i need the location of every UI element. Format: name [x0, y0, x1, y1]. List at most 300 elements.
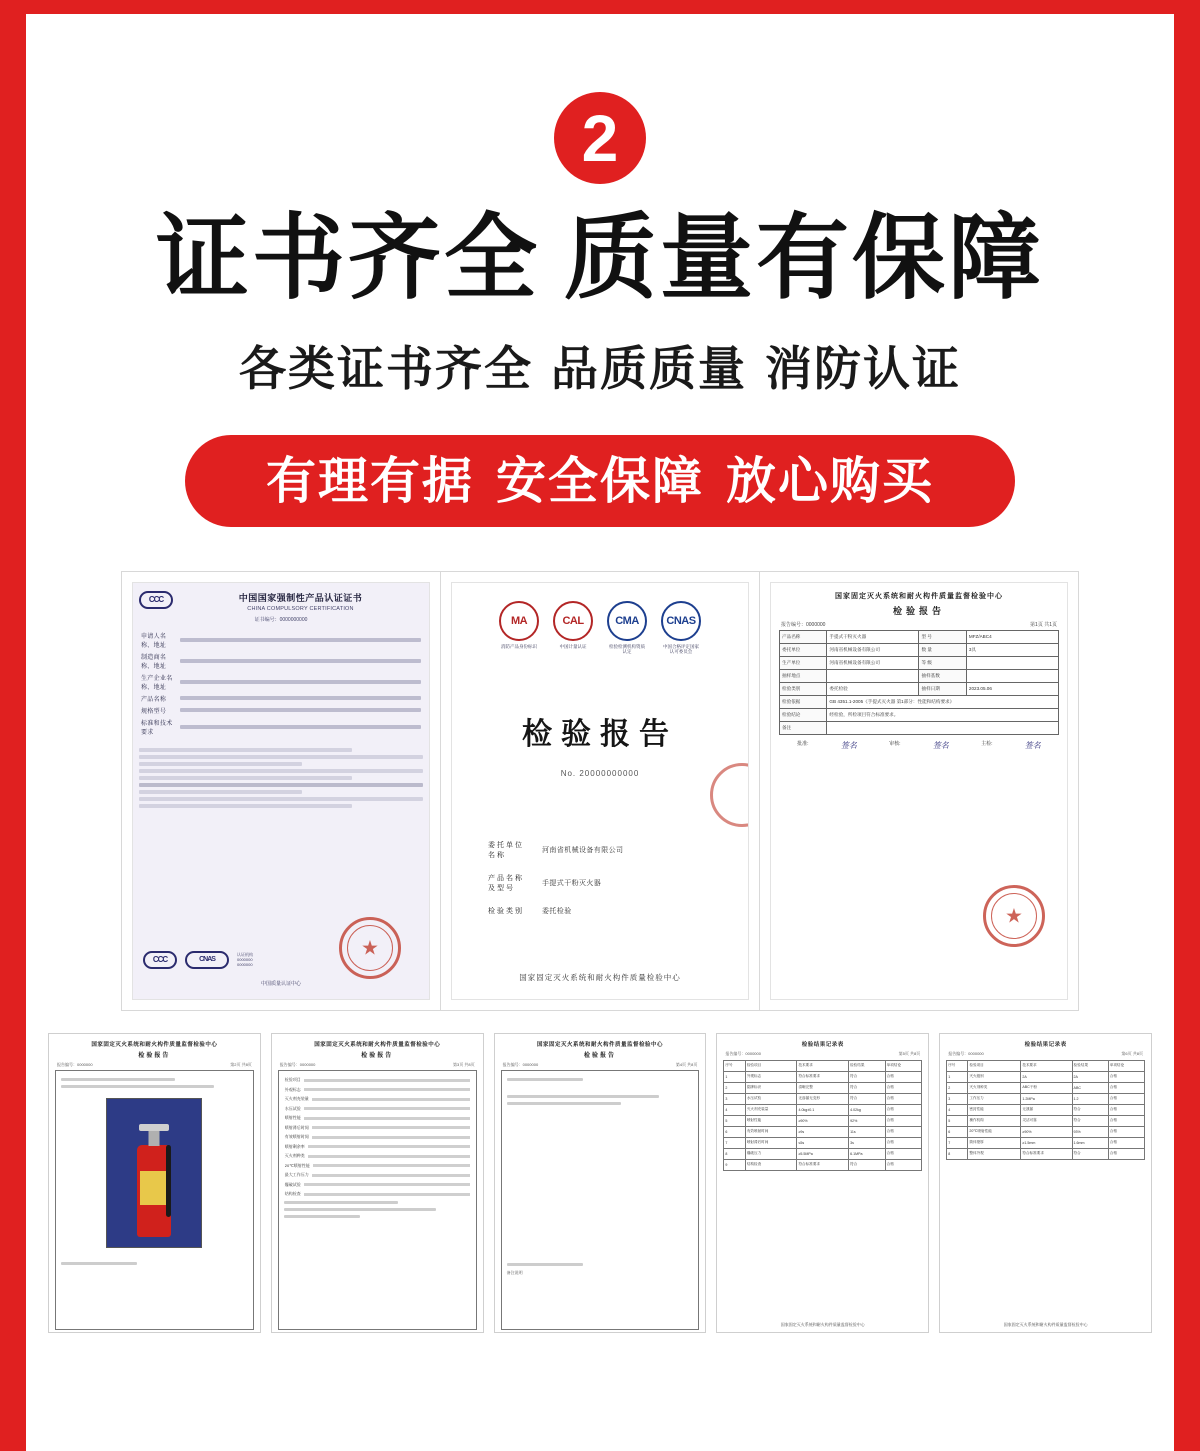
cell: 合格: [1108, 1082, 1144, 1093]
list-item: [285, 1077, 470, 1083]
cell: 灭火剂充装量: [745, 1104, 797, 1115]
sign-label-reviewer: 审核:: [889, 740, 901, 747]
cell: 93%: [1072, 1126, 1108, 1137]
cell: 结构检查: [745, 1159, 797, 1170]
table-row: [780, 695, 1059, 708]
ccc-field-label: 规格型号: [141, 708, 167, 715]
ccc-issuer: 中国质量认证中心: [260, 980, 301, 987]
blur-text-line: [507, 1078, 583, 1081]
signature-row: [771, 740, 1067, 751]
ccc-field-row: [141, 652, 421, 670]
subtitle-part-2: 品质质量: [551, 341, 747, 395]
list-item: [285, 1182, 470, 1188]
ccc-field-row: [141, 631, 421, 649]
blur-text-line: [284, 1215, 360, 1218]
conclusion-frame: [501, 1070, 700, 1330]
sheet-page-no: 第3页 共8页: [453, 1061, 475, 1067]
cell: 1.6mm: [1072, 1137, 1108, 1148]
cell-label: 抽样日期: [919, 682, 966, 695]
cell-value: 手提式干粉灭火器: [827, 630, 919, 643]
highlight-banner: [185, 435, 1015, 527]
col-header: 技术要求: [1021, 1060, 1072, 1071]
item-fill: [304, 1183, 470, 1186]
report-field: [488, 906, 712, 916]
item-fill: [304, 1088, 470, 1091]
ccc-body-line: [139, 790, 302, 794]
extinguisher-label: [140, 1171, 168, 1205]
right-red-border: [1174, 0, 1200, 1451]
ccc-field-label: 标准和技术要求: [141, 720, 173, 736]
ccc-field-value: [180, 659, 421, 663]
sheet-page-no: 第5页 共8页: [898, 1050, 921, 1056]
certificate-product-photo[interactable]: [48, 1033, 261, 1333]
cell: 合格: [1108, 1115, 1144, 1126]
cell: 6: [947, 1126, 968, 1137]
ccc-cert-no: 证书编号：0000000000: [254, 616, 308, 623]
table-row: [780, 630, 1059, 643]
cell-label: 抽样地点: [780, 669, 827, 682]
ccc-field-row: [141, 706, 421, 715]
item-fill: [313, 1164, 470, 1167]
subtitle: [26, 332, 1174, 399]
item-label: 水压试验: [284, 1105, 301, 1111]
cell: 合格: [885, 1148, 922, 1159]
cell: 1: [724, 1071, 745, 1082]
ccc-body-line: [139, 797, 423, 801]
cell-value: 经检验，所检项目符合标准要求。: [827, 708, 1059, 721]
cal-mark-icon: CAL: [553, 601, 593, 641]
report-sheet: [451, 582, 749, 1000]
cell: ABC干粉: [1021, 1082, 1072, 1093]
table-row: [947, 1082, 1145, 1093]
ccc-body-line: [139, 755, 423, 759]
sheet-footer: 国家固定灭火系统和耐火构件质量监督检验中心: [1003, 1321, 1088, 1327]
blur-text-line: [61, 1078, 175, 1081]
conclusion-note: 备注说明: [506, 1269, 523, 1275]
cell: 合格: [885, 1126, 922, 1137]
cell-value: 2023.05.06: [966, 682, 1058, 695]
sheet-footer: 国家固定灭火系统和耐火构件质量监督检验中心: [780, 1321, 865, 1327]
ccc-footer-note: 认证机构 0000000 0000000: [237, 951, 253, 968]
sheet-title: 检验结果记录表: [801, 1041, 844, 1048]
cell: 合格: [885, 1115, 922, 1126]
item-label: 外观标志: [284, 1086, 301, 1092]
certificate-data-table-2[interactable]: [939, 1033, 1152, 1333]
sheet-subtitle: 检验报告: [361, 1052, 394, 1059]
section-number-badge: 2: [554, 92, 646, 184]
results-table: [723, 1060, 922, 1171]
table-row: [947, 1104, 1145, 1115]
item-fill: [304, 1079, 470, 1082]
cnas-logo-icon: CNAS: [185, 951, 229, 969]
list-item: [285, 1125, 470, 1131]
ccc-body-line: [139, 804, 352, 808]
cell-value: [966, 656, 1058, 669]
table-row: [780, 682, 1059, 695]
table-row: [780, 656, 1059, 669]
item-label: 有效喷射时间: [284, 1134, 309, 1140]
results-table: [946, 1060, 1145, 1160]
table-row: [724, 1126, 922, 1137]
headline-left: 证书齐全: [156, 206, 540, 310]
cell: 符合: [849, 1159, 886, 1170]
item-fill: [304, 1107, 470, 1110]
cell: 符合: [1072, 1104, 1108, 1115]
cell: 符合: [1072, 1115, 1108, 1126]
cell: 11s: [849, 1126, 886, 1137]
extinguisher-handle: [139, 1124, 169, 1131]
cell: 4.0kg±0.1: [797, 1104, 849, 1115]
left-red-border: [0, 0, 26, 1451]
cell: 符合: [849, 1082, 886, 1093]
sheet-title: 国家固定灭火系统和耐火构件质量监督检验中心: [536, 1041, 663, 1048]
certificate-inspection-report[interactable]: [441, 572, 760, 1010]
sheet-page-no: 第2页 共8页: [230, 1061, 252, 1067]
cell: 操作机构: [968, 1115, 1021, 1126]
cell: 7: [724, 1137, 745, 1148]
item-fill: [312, 1136, 470, 1139]
cell-label: 生产单位: [780, 656, 827, 669]
certificate-test-items[interactable]: [271, 1033, 484, 1333]
cell: 铭牌标识: [745, 1082, 797, 1093]
cell: 筒体壁厚: [968, 1137, 1021, 1148]
item-label: 灭火剂种类: [284, 1153, 305, 1159]
cell: ≤5s: [797, 1137, 849, 1148]
cell-value: GB 4351.1-2005《手提式灭火器 第1部分：性能和结构要求》: [827, 695, 1059, 708]
sheet-subtitle: 检验报告: [138, 1052, 171, 1059]
certificate-row-top: [121, 571, 1079, 1011]
cell-value: MFZ/ABC4: [966, 630, 1058, 643]
ccc-field-row: [141, 718, 421, 736]
cell: 1.2: [1072, 1093, 1108, 1104]
list-item: [285, 1153, 470, 1159]
top-red-border: [0, 0, 1200, 14]
test-result-title: 国家固定灭火系统和耐火构件质量监督检验中心: [835, 592, 1003, 600]
sign-label-approver: 批准:: [797, 740, 809, 747]
list-item: [285, 1115, 470, 1121]
cell: 外观标志: [745, 1071, 797, 1082]
banner-part-2: 安全保障: [496, 452, 704, 509]
ccc-logo-icon: CCC: [139, 591, 173, 609]
items-frame: [278, 1070, 477, 1330]
cell-label: 备注: [780, 721, 827, 734]
cell: 爆破压力: [745, 1148, 797, 1159]
item-fill: [312, 1126, 470, 1129]
cell: 符合: [849, 1071, 886, 1082]
cell: 灵活可靠: [1021, 1115, 1072, 1126]
cell: 3: [724, 1093, 745, 1104]
item-label: 结构检查: [284, 1191, 301, 1197]
cell: 1.2MPa: [1021, 1093, 1072, 1104]
extinguisher-neck: [149, 1130, 160, 1146]
cell-label: 检验结论: [780, 708, 827, 721]
col-header: 序号: [947, 1060, 968, 1071]
sign-value-inspector: 签名: [1024, 740, 1041, 750]
cell: 合格: [885, 1104, 922, 1115]
certificate-row-bottom: [48, 1033, 1152, 1333]
cell: 2: [724, 1082, 745, 1093]
certificate-ccc[interactable]: [122, 572, 441, 1010]
col-header: 单项结论: [1108, 1060, 1144, 1071]
cell: 符合标准要求: [1021, 1148, 1072, 1159]
cell: 9: [724, 1159, 745, 1170]
sheet-report-no: 报告编号：0000000: [725, 1050, 761, 1056]
test-result-page-no: 第1页 共1页: [1030, 621, 1057, 628]
ccc-field-label: 产品名称: [141, 696, 167, 703]
cell: 灭火级别: [968, 1071, 1021, 1082]
test-result-report-no: 报告编号：0000000: [781, 621, 826, 628]
table-row: [724, 1104, 922, 1115]
table-header-row: [947, 1060, 1145, 1071]
cell: 合格: [885, 1093, 922, 1104]
test-result-table: [779, 630, 1059, 735]
report-field-value: 手提式干粉灭火器: [542, 879, 602, 887]
col-header: 检验结果: [1072, 1060, 1108, 1071]
table-row: [947, 1115, 1145, 1126]
cell: 合格: [1108, 1126, 1144, 1137]
col-header: 检验项目: [745, 1060, 797, 1071]
mark-caption: 中国合格评定国家认可委员会: [663, 643, 699, 655]
red-seal-stamp: [339, 917, 401, 979]
col-header: 技术要求: [797, 1060, 849, 1071]
ccc-body-line: [139, 783, 423, 787]
cell: ≥90%: [1021, 1126, 1072, 1137]
table-row: [780, 669, 1059, 682]
ccc-field-row: [141, 673, 421, 691]
cell: 8: [947, 1148, 968, 1159]
item-fill: [312, 1098, 470, 1101]
ccc-body-line: [139, 769, 423, 773]
report-field-list: [452, 840, 748, 916]
ccc-sheet: [132, 582, 430, 1000]
table-row: [947, 1071, 1145, 1082]
certificate-test-result[interactable]: [760, 572, 1078, 1010]
test-result-meta: [771, 617, 1067, 630]
sheet-meta: [725, 1051, 920, 1057]
ccc-footer-logo-icon: CCC: [143, 951, 177, 969]
cell: 密封性能: [968, 1104, 1021, 1115]
ccc-field-value: [180, 680, 421, 684]
cell: 合格: [1108, 1104, 1144, 1115]
sheet-meta: [57, 1062, 252, 1068]
cell: 6: [724, 1126, 745, 1137]
cell: 2A: [1072, 1071, 1108, 1082]
item-label: 喷射剩余率: [284, 1143, 305, 1149]
list-item: [285, 1134, 470, 1140]
ccc-field-value: [180, 696, 421, 700]
accreditation-marks: [452, 601, 748, 641]
table-row: [780, 708, 1059, 721]
cell: 1: [947, 1071, 968, 1082]
blur-text-line: [284, 1208, 437, 1211]
cell: 20℃喷射性能: [968, 1126, 1021, 1137]
ccc-field-value: [180, 638, 421, 642]
cell: 合格: [885, 1137, 922, 1148]
cell-label: 委托单位: [780, 643, 827, 656]
sheet-meta: [280, 1062, 475, 1068]
sheet-report-no: 报告编号：0000000: [279, 1061, 316, 1067]
sheet-meta: [948, 1051, 1143, 1057]
blur-text-line: [507, 1102, 621, 1105]
cell-label: 产品名称: [780, 630, 827, 643]
cell: ≥90%: [797, 1115, 849, 1126]
item-fill: [308, 1145, 470, 1148]
table-row: [947, 1137, 1145, 1148]
table-row: [947, 1126, 1145, 1137]
ccc-field-label: 生产企业名称、地址: [141, 675, 173, 691]
cell-value: [966, 669, 1058, 682]
item-label: 最大工作压力: [284, 1172, 309, 1178]
report-field-value: 委托检验: [542, 907, 572, 915]
cell: 无泄漏: [1021, 1104, 1072, 1115]
col-header: 单项结论: [885, 1060, 922, 1071]
cell-value: [827, 669, 919, 682]
cnas-mark-icon: CNAS: [661, 601, 701, 641]
mark-caption: 检验检测机构资质认定: [609, 643, 645, 655]
cell-label: 检验依据: [780, 695, 827, 708]
accreditation-captions: [452, 644, 748, 655]
sheet-page-no: 第4页 共8页: [675, 1061, 698, 1067]
cell: 喷射滞后时间: [745, 1137, 797, 1148]
sheet-subtitle: 检验报告: [583, 1052, 616, 1059]
banner-part-3: 放心购买: [726, 452, 934, 509]
fire-extinguisher-photo: [106, 1098, 202, 1248]
cell: 无渗漏无变形: [797, 1093, 849, 1104]
cell: 4.02kg: [849, 1104, 886, 1115]
sheet-title: 国家固定灭火系统和耐火构件质量监督检验中心: [314, 1041, 441, 1048]
cell: 符合标准要求: [797, 1159, 849, 1170]
col-header: 检验结果: [849, 1060, 886, 1071]
ccc-subtitle: CHINA COMPULSORY CERTIFICATION: [247, 605, 354, 612]
cell: 2: [947, 1082, 968, 1093]
report-number: No. 20000000000: [560, 768, 640, 778]
cell-value: 3具: [966, 643, 1058, 656]
cma-mark-icon: CMA: [607, 601, 647, 641]
list-item: [285, 1172, 470, 1178]
cell: 符合标准要求: [797, 1071, 849, 1082]
sign-value-approver: 签名: [840, 740, 857, 750]
item-fill: [304, 1117, 470, 1120]
cell: 6.1MPa: [849, 1148, 886, 1159]
cell: 4: [947, 1104, 968, 1115]
cell: 合格: [1108, 1137, 1144, 1148]
cell: 合格: [885, 1159, 922, 1170]
ccc-field-value: [180, 708, 421, 712]
ccc-body-line: [139, 776, 352, 780]
list-item: [285, 1087, 470, 1093]
certificate-conclusion[interactable]: [494, 1033, 707, 1333]
cell: ≥5.5MPa: [797, 1148, 849, 1159]
cell: 合格: [1108, 1093, 1144, 1104]
ccc-body-line: [139, 748, 352, 752]
cell: 合格: [1108, 1148, 1144, 1159]
content-area: [26, 14, 1174, 1451]
cell: 3: [947, 1093, 968, 1104]
table-row: [724, 1148, 922, 1159]
cell-value: 河南省机械设备有限公司: [827, 656, 919, 669]
sheet-report-no: 报告编号：0000000: [502, 1061, 539, 1067]
cell: 整体外观: [968, 1148, 1021, 1159]
ccc-body-line: [139, 762, 302, 766]
ma-mark-icon: MA: [499, 601, 539, 641]
banner-part-1: 有理有据: [266, 452, 474, 509]
table-row: [724, 1093, 922, 1104]
cell: 5: [724, 1115, 745, 1126]
sign-label-inspector: 主检:: [981, 740, 993, 747]
headline-right: 质量有保障: [564, 206, 1044, 310]
test-result-sheet: [770, 582, 1068, 1000]
item-fill: [312, 1174, 470, 1177]
ccc-field-value: [180, 725, 421, 729]
cell: 92%: [849, 1115, 886, 1126]
cell: ABC: [1072, 1082, 1108, 1093]
subtitle-part-3: 消防认证: [765, 341, 961, 395]
sheet-report-no: 报告编号：0000000: [57, 1061, 93, 1067]
cell: 灭火剂种类: [968, 1082, 1021, 1093]
table-row: [780, 721, 1059, 734]
sheet-meta: [503, 1062, 698, 1068]
blur-text-line: [61, 1085, 214, 1088]
cell: 3s: [849, 1137, 886, 1148]
item-label: 20℃喷射性能: [284, 1162, 310, 1168]
photo-caption-line: [61, 1262, 137, 1265]
table-row: [724, 1082, 922, 1093]
item-label: 爆破试验: [284, 1181, 301, 1187]
photo-frame: [55, 1070, 254, 1330]
col-header: 检验项目: [968, 1060, 1021, 1071]
cell: 符合: [849, 1093, 886, 1104]
report-field-label: 委托单位名称: [488, 841, 524, 859]
ccc-field-label: 申请人名称、地址: [141, 633, 167, 649]
item-fill: [308, 1155, 470, 1158]
cell: 合格: [1108, 1071, 1144, 1082]
table-row: [724, 1159, 922, 1170]
cell: 工作压力: [968, 1093, 1021, 1104]
test-result-subtitle: 检验报告: [892, 605, 945, 616]
sheet-report-no: 报告编号：0000000: [948, 1050, 984, 1056]
blur-text-line: [507, 1095, 660, 1098]
mark-caption: 消防产品身份标识: [501, 643, 537, 649]
certificate-data-table-1[interactable]: [716, 1033, 929, 1333]
table-row: [724, 1115, 922, 1126]
sheet-page-no: 第6页 共8页: [1121, 1050, 1143, 1056]
list-item: [285, 1096, 470, 1102]
cell: 水压试验: [745, 1093, 797, 1104]
cell-label: 抽样基数: [919, 669, 966, 682]
cell: 7: [947, 1137, 968, 1148]
list-item: [285, 1191, 470, 1197]
ccc-title: 中国国家强制性产品认证证书: [238, 592, 363, 603]
cell-value: 委托检验: [827, 682, 919, 695]
sheet-title: 检验结果记录表: [1024, 1041, 1067, 1048]
cell: 合格: [885, 1082, 922, 1093]
cell: 2A: [1021, 1071, 1072, 1082]
cell-value: [827, 721, 1059, 734]
report-field: [488, 873, 712, 893]
ccc-field-row: [141, 694, 421, 703]
sign-value-reviewer: 签名: [932, 740, 949, 750]
subtitle-part-1: 各类证书齐全: [239, 341, 533, 395]
cell: 合格: [885, 1071, 922, 1082]
cell: 清晰完整: [797, 1082, 849, 1093]
col-header: 序号: [724, 1060, 745, 1071]
sheet-title: 国家固定灭火系统和耐火构件质量监督检验中心: [91, 1041, 218, 1048]
blur-text-line: [284, 1201, 398, 1204]
list-item: [285, 1163, 470, 1169]
cell: 4: [724, 1104, 745, 1115]
ccc-field-label: 制造商名称、地址: [141, 654, 167, 670]
table-row: [724, 1071, 922, 1082]
